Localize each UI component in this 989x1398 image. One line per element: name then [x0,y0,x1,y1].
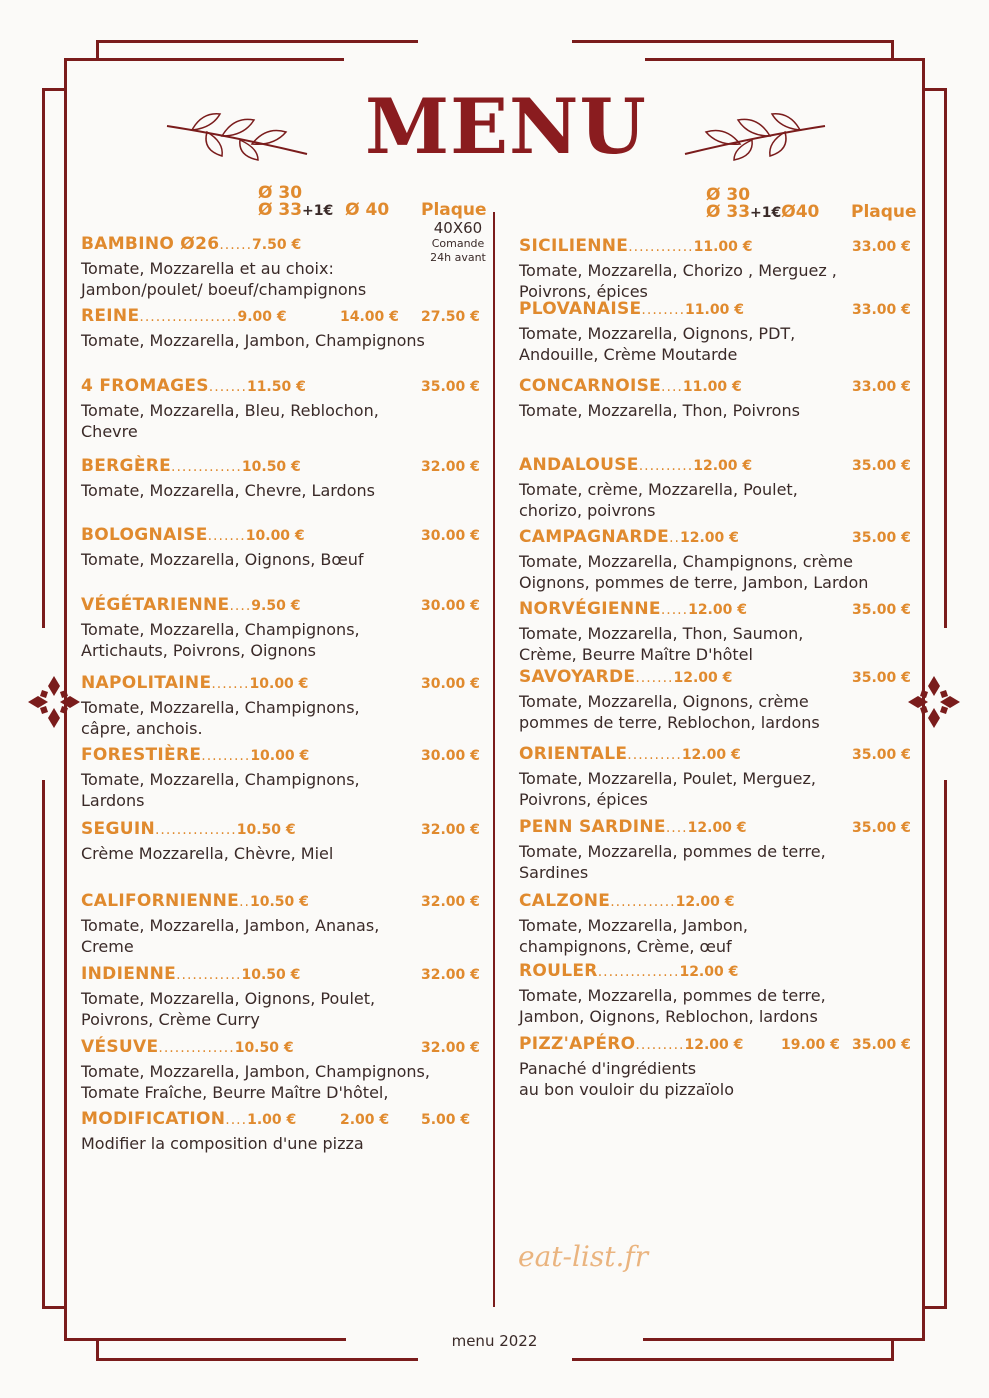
price-30: 12.00 € [675,894,735,910]
pizza-ingredients: Tomate, Mozzarella, Jambon, Champignons [81,331,425,350]
menu-item-heading [81,745,485,769]
menu-item-heading [81,595,485,619]
left-plaque-header: Plaque [421,200,487,220]
price-30: 7.50 € [252,237,302,253]
frame-top-right [572,40,894,43]
leader-dots: .................. [139,309,238,325]
pizza-name: 4 FROMAGES [81,376,209,396]
pizza-name: PIZZ'APÉRO [519,1034,636,1054]
price-plaque: 35.00 € [852,530,911,546]
menu-item-heading [519,599,916,623]
menu-item-heading [81,456,485,480]
price-plaque: 33.00 € [852,379,911,395]
right-size-33: Ø 33 [706,202,751,222]
leaf-branch-left-icon [162,106,312,162]
left-size-30: Ø 30 [258,183,303,203]
plaque-dimensions: 40X60 [433,219,483,237]
leader-dots: ............ [610,894,676,910]
price-30: 10.50 € [236,822,296,838]
price-plaque: 30.00 € [421,676,480,692]
pizza-name: MODIFICATION [81,1109,226,1129]
pizza-ingredients: Panaché d'ingrédients au bon vouloir du pizzaïolo [519,1059,734,1099]
price-plaque: 35.00 € [421,379,480,395]
menu-item [81,1109,485,1154]
menu-item [519,299,916,365]
leader-dots: ..... [660,602,689,618]
price-plaque: 5.00 € [421,1112,471,1128]
menu-item-heading [519,961,916,985]
frame-corner-bl [42,1306,66,1309]
frame-top-left-inner [64,58,344,61]
pizza-name: ROULER [519,961,598,981]
leader-dots: ....... [211,676,250,692]
menu-item-heading [81,1109,485,1133]
pizza-name: CALZONE [519,891,611,911]
pizza-ingredients: Tomate, Mozzarella, Thon, Saumon, Crème, Beurre Maître D'hôtel [519,624,804,664]
price-40: 19.00 € [781,1037,840,1053]
price-30: 12.00 € [693,458,753,474]
pizza-name: SAVOYARDE [519,667,636,687]
leader-dots: ............... [597,964,680,980]
menu-item-heading [519,455,916,479]
price-30: 12.00 € [687,820,747,836]
pizza-ingredients: Tomate, Mozzarella, Oignons, Bœuf [81,550,364,569]
pizza-ingredients: Tomate, Mozzarella et au choix: Jambon/poulet/ boeuf/champignons [81,259,367,299]
menu-item [81,306,485,351]
menu-item [519,961,916,1027]
leader-dots: ........ [641,302,686,318]
price-30: 10.00 € [250,748,310,764]
leader-dots: ............ [176,967,242,983]
price-30: 12.00 € [673,670,733,686]
menu-item-heading [81,306,485,330]
pizza-ingredients: Tomate, Mozzarella, Thon, Poivrons [519,401,800,420]
price-plaque: 35.00 € [852,602,911,618]
right-plaque-header: Plaque [851,202,917,222]
leader-dots: .......... [638,458,694,474]
price-30: 10.50 € [241,967,301,983]
menu-item-heading [81,673,485,697]
leader-dots: ............... [154,822,237,838]
price-30: 11.00 € [693,239,753,255]
menu-item-heading [81,1037,485,1061]
frame-corner-tr [922,88,947,91]
plaque-order-line1: Comande [431,237,485,250]
frame-left-outer [42,88,45,628]
price-plaque: 32.00 € [421,822,480,838]
pizza-name: FORESTIÈRE [81,745,202,765]
pizza-name: ORIENTALE [519,744,628,764]
menu-item [519,455,916,521]
menu-item [519,527,916,593]
price-30: 9.50 € [251,598,301,614]
frame-corner-br [922,1306,947,1309]
menu-item [81,673,485,739]
pizza-ingredients: Crème Mozzarella, Chèvre, Miel [81,844,334,863]
price-plaque: 27.50 € [421,309,480,325]
price-plaque: 33.00 € [852,239,911,255]
leader-dots: ...... [219,237,253,253]
pizza-name: NORVÉGIENNE [519,599,661,619]
pizza-name: BERGÈRE [81,456,172,476]
pizza-name: VÉGÉTARIENNE [81,595,230,615]
pizza-ingredients: Tomate, Mozzarella, Champignons, Artichauts, Poivrons, Oignons [81,620,360,660]
leader-dots: .......... [627,747,682,763]
price-plaque: 35.00 € [852,747,911,763]
price-plaque: 32.00 € [421,1040,480,1056]
menu-item [519,1034,916,1100]
price-30: 12.00 € [688,602,747,618]
menu-item [81,456,485,501]
price-plaque: 35.00 € [852,820,911,836]
menu-item-heading [519,817,916,841]
pizza-ingredients: Tomate, Mozzarella, Chorizo , Merguez , Poivrons, épices [519,261,837,301]
menu-item [81,595,485,661]
frame-bottom-right-outer [572,1358,894,1361]
leader-dots: .............. [158,1040,235,1056]
price-30: 12.00 € [681,747,741,763]
menu-item [519,599,916,665]
pizza-name: SICILIENNE [519,236,629,256]
menu-item-heading [519,299,916,323]
frame-bottom-left-outer [96,1358,418,1361]
leader-dots: .... [229,598,252,614]
pizza-ingredients: Tomate, Mozzarella, Jambon, Champignons, Tomate Fraîche, Beurre Maître D'hôtel, [81,1062,430,1102]
menu-item-heading [81,819,485,843]
column-divider [493,212,495,1307]
price-plaque: 32.00 € [421,894,480,910]
pizza-name: CAMPAGNARDE [519,527,670,547]
price-30: 11.00 € [682,379,742,395]
leader-dots: .... [225,1112,248,1128]
frame-top-left [96,40,418,43]
pizza-ingredients: Tomate, Mozzarella, Poulet, Merguez, Poivrons, épices [519,769,816,809]
menu-item-heading [81,964,485,988]
menu-item-heading [81,525,485,549]
plaque-order-line2: 24h avant [430,251,486,264]
pizza-name: BOLOGNAISE [81,525,208,545]
pizza-ingredients: Tomate, Mozzarella, Champignons, câpre, anchois. [81,698,360,738]
price-30: 11.00 € [685,302,744,318]
menu-item [519,817,916,883]
menu-item [519,376,916,421]
pizza-name: SEGUIN [81,819,155,839]
pizza-name: ANDALOUSE [519,455,639,475]
menu-item [519,667,916,733]
price-30: 1.00 € [247,1112,297,1128]
footer-text: menu 2022 [451,1332,538,1350]
pizza-name: CONCARNOISE [519,376,662,396]
price-30: 10.00 € [249,676,309,692]
pizza-ingredients: Modifier la composition d'une pizza [81,1134,364,1153]
menu-item-heading [519,891,916,915]
menu-item [81,234,485,300]
menu-item-heading [519,744,916,768]
leader-dots: .... [661,379,683,395]
pizza-ingredients: Tomate, Mozzarella, Bleu, Reblochon, Chevre [81,401,379,441]
price-30: 10.00 € [245,528,305,544]
pizza-ingredients: Tomate, Mozzarella, Oignons, Poulet, Poivrons, Crème Curry [81,989,376,1029]
leader-dots: ....... [208,379,247,395]
leader-dots: ............. [171,459,242,475]
price-30: 12.00 € [679,964,739,980]
pizza-name: VÉSUVE [81,1037,159,1057]
menu-item [519,236,916,302]
leader-dots: ............ [628,239,694,255]
leader-dots: .. [239,894,250,910]
right-size-33-extra: +1€ [750,205,782,221]
pizza-ingredients: Tomate, Mozzarella, Champignons, Lardons [81,770,360,810]
menu-item-heading [81,234,485,258]
leader-dots: ....... [635,670,674,686]
price-30: 12.00 € [679,530,739,546]
price-30: 10.50 € [241,459,301,475]
menu-item [81,819,485,864]
price-30: 10.50 € [250,894,309,910]
pizza-name: CALIFORNIENNE [81,891,240,911]
price-plaque: 32.00 € [421,459,480,475]
menu-item [81,376,485,442]
pizza-ingredients: Tomate, Mozzarella, pommes de terre, Sardines [519,842,826,882]
menu-item [81,1037,485,1103]
menu-item [81,525,485,570]
left-size-header-b [258,201,389,220]
pizza-ingredients: Tomate, Mozzarella, Chevre, Lardons [81,481,375,500]
pizza-ingredients: Tomate, Mozzarella, Oignons, PDT, Andouille, Crème Moutarde [519,324,796,364]
price-30: 10.50 € [234,1040,294,1056]
pizza-ingredients: Tomate, Mozzarella, Oignons, crème pommes de terre, Reblochon, lardons [519,692,820,732]
price-plaque: 30.00 € [421,528,480,544]
right-size-header-b [706,203,819,222]
leader-dots: .. [669,530,680,546]
watermark-text: eat-list.fr [518,1240,649,1273]
price-plaque: 35.00 € [852,1037,911,1053]
menu-item [81,745,485,811]
left-size-33-extra: +1€ [302,203,334,219]
pizza-name: BAMBINO Ø26 [81,234,220,254]
pizza-name: PLOVANAISE [519,299,642,319]
menu-title: MENU [365,82,647,171]
pizza-name: REINE [81,306,140,326]
menu-item [81,891,485,957]
price-plaque: 35.00 € [852,670,911,686]
price-plaque: 30.00 € [421,598,480,614]
pizza-ingredients: Tomate, crème, Mozzarella, Poulet, chorizo, poivrons [519,480,798,520]
pizza-ingredients: Tomate, Mozzarella, Jambon, Ananas, Creme [81,916,380,956]
leader-dots: ......... [635,1037,685,1053]
price-30: 11.50 € [246,379,306,395]
left-size-33: Ø 33 [258,200,303,220]
pizza-name: NAPOLITAINE [81,673,212,693]
pizza-ingredients: Tomate, Mozzarella, pommes de terre, Jambon, Oignons, Reblochon, lardons [519,986,826,1026]
menu-item-heading [519,236,916,260]
price-plaque: 33.00 € [852,302,911,318]
pizza-ingredients: Tomate, Mozzarella, Champignons, crème Oignons, pommes de terre, Jambon, Lardon [519,552,869,592]
menu-item-heading [81,891,485,915]
menu-item-heading [519,1034,916,1058]
pizza-ingredients: Tomate, Mozzarella, Jambon, champignons, Crème, œuf [519,916,748,956]
right-size-30: Ø 30 [706,185,751,205]
leaf-branch-right-icon [680,106,830,162]
price-40: 14.00 € [340,309,399,325]
frame-corner-tl2 [96,40,99,60]
right-size-40: Ø40 [781,202,820,222]
leader-dots: ....... [207,528,246,544]
left-size-40: Ø 40 [345,200,390,220]
leader-dots: ......... [201,748,251,764]
price-plaque: 32.00 € [421,967,480,983]
frame-corner-tl [42,88,66,91]
price-30: 9.00 € [237,309,287,325]
frame-corner-tr2 [891,40,894,60]
price-30: 12.00 € [684,1037,744,1053]
pizza-name: INDIENNE [81,964,177,984]
menu-item [519,744,916,810]
pizza-name: PENN SARDINE [519,817,666,837]
price-40: 2.00 € [340,1112,390,1128]
menu-item-heading [81,376,485,400]
frame-right-outer [944,88,947,628]
price-plaque: 30.00 € [421,748,480,764]
menu-item-heading [519,376,916,400]
frame-left-outer-bottom [42,780,45,1308]
leader-dots: .... [665,820,688,836]
frame-right-outer-bottom [944,780,947,1308]
menu-item [81,964,485,1030]
frame-top-right-inner [645,58,925,61]
menu-item [519,891,916,957]
menu-item-heading [519,667,916,691]
price-plaque: 35.00 € [852,458,911,474]
diamond-cluster-left-icon [26,674,82,730]
menu-item-heading [519,527,916,551]
